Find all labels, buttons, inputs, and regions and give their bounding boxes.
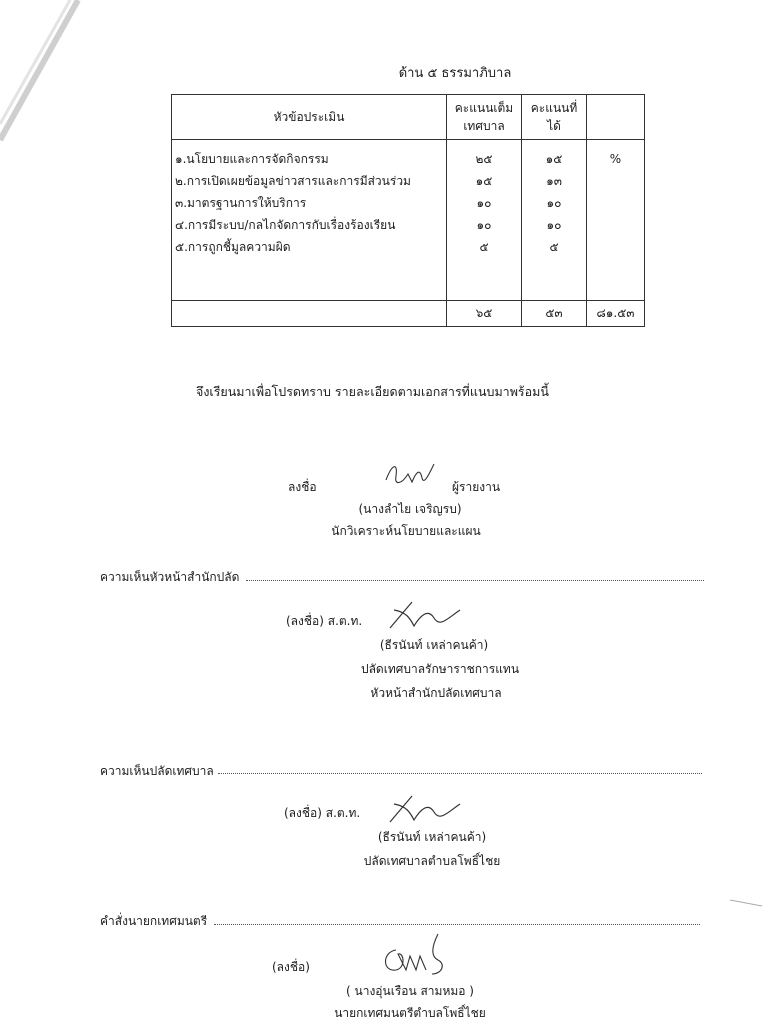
got-score-value: ๕ bbox=[549, 240, 559, 254]
office-head-opinion-label: ความเห็นหัวหน้าสำนักปลัด bbox=[100, 570, 240, 584]
reporter-position: นักวิเคราะห์นโยบายและแผน bbox=[331, 524, 481, 538]
header-topic: หัวข้อประเมิน bbox=[172, 95, 447, 140]
clerk-opinion-dotted-line bbox=[218, 773, 702, 774]
topic-item: ๔.การมีระบบ/กลไกจัดการกับเรื่องร้องเรียน bbox=[175, 218, 396, 232]
section-title: ด้าน ๕ ธรรมาภิบาล bbox=[398, 66, 512, 81]
full-score-cell bbox=[447, 140, 522, 301]
percent-cell bbox=[587, 140, 645, 301]
got-score-value: ๑๓ bbox=[546, 174, 562, 188]
scan-speck-right bbox=[728, 896, 764, 910]
office-head-signature bbox=[384, 596, 464, 636]
header-got-score bbox=[522, 95, 587, 140]
header-full-line1: คะแนนเต็ม bbox=[454, 101, 514, 115]
percent-value: % bbox=[609, 152, 622, 166]
full-score-value: ๒๕ bbox=[475, 152, 493, 166]
clerk-name: (ธีรนันท์ เหล่าคนค้า) bbox=[377, 830, 487, 844]
clerk-sign-label: (ลงชื่อ) ส.ต.ท. bbox=[284, 806, 361, 820]
full-score-value: ๑๐ bbox=[476, 196, 492, 210]
clerk-signature bbox=[384, 790, 464, 830]
topic-item: ๒.การเปิดเผยข้อมูลข่าวสารและการมีส่วนร่วม bbox=[175, 174, 411, 188]
mayor-order-label: คำสั่งนายกเทศมนตรี bbox=[100, 914, 208, 928]
score-table bbox=[171, 94, 645, 327]
reporter-role: ผู้รายงาน bbox=[452, 480, 501, 494]
got-score-value: ๑๕ bbox=[545, 152, 563, 166]
clerk-opinion-label: ความเห็นปลัดเทศบาล bbox=[100, 764, 214, 778]
scan-edge-shadow bbox=[0, 0, 90, 150]
mayor-position: นายกเทศมนตรีตำบลโพธิ์ไชย bbox=[334, 1006, 486, 1020]
office-head-position-2: หัวหน้าสำนักปลัดเทศบาล bbox=[370, 686, 502, 700]
table-body-row bbox=[172, 140, 645, 301]
office-head-name: (ธีรนันท์ เหล่าคนค้า) bbox=[379, 638, 489, 652]
full-score-value: ๑๐ bbox=[476, 218, 492, 232]
topic-item: ๑.นโยบายและการจัดกิจกรรม bbox=[175, 152, 329, 166]
reporter-signature bbox=[378, 458, 438, 494]
header-got-line1: คะแนนที่ bbox=[530, 101, 578, 115]
total-full-score: ๖๕ bbox=[447, 301, 522, 327]
total-percent: ๘๑.๕๓ bbox=[587, 301, 645, 327]
mayor-sign-label: (ลงชื่อ) bbox=[272, 960, 310, 974]
header-full-line2: เทศบาล bbox=[463, 119, 505, 133]
mayor-order-dotted-line bbox=[214, 924, 700, 925]
mayor-name: ( นางอุ่นเรือน สามหมอ ) bbox=[346, 984, 474, 998]
topic-item: ๕.การถูกชี้มูลความผิด bbox=[175, 240, 291, 254]
header-full-score bbox=[447, 95, 522, 140]
total-got-score: ๕๓ bbox=[522, 301, 587, 327]
office-head-position-1: ปลัดเทศบาลรักษาราชการแทน bbox=[360, 662, 520, 676]
mayor-signature bbox=[376, 930, 456, 980]
got-score-cell bbox=[522, 140, 587, 301]
table-total-row bbox=[172, 301, 645, 327]
total-label-cell bbox=[172, 301, 447, 327]
full-score-value: ๑๕ bbox=[475, 174, 493, 188]
office-head-opinion-dotted-line bbox=[246, 580, 704, 581]
reporter-name: (นางลำไย เจริญรบ) bbox=[358, 502, 462, 516]
reporter-sign-label: ลงชื่อ bbox=[288, 480, 317, 494]
header-got-line2: ได้ bbox=[547, 119, 561, 133]
got-score-value: ๑๐ bbox=[546, 218, 562, 232]
closing-text: จึงเรียนมาเพื่อโปรดทราบ รายละเอียดตามเอกสารที่แนบมาพร้อมนี้ bbox=[196, 384, 549, 399]
topic-list-cell bbox=[172, 140, 447, 301]
got-score-value: ๑๐ bbox=[546, 196, 562, 210]
clerk-position: ปลัดเทศบาลตำบลโพธิ์ไชย bbox=[363, 854, 501, 868]
header-percent bbox=[587, 95, 645, 140]
office-head-sign-label: (ลงชื่อ) ส.ต.ท. bbox=[286, 614, 363, 628]
full-score-value: ๕ bbox=[479, 240, 489, 254]
table-header-row bbox=[172, 95, 645, 140]
topic-item: ๓.มาตรฐานการให้บริการ bbox=[175, 196, 307, 210]
